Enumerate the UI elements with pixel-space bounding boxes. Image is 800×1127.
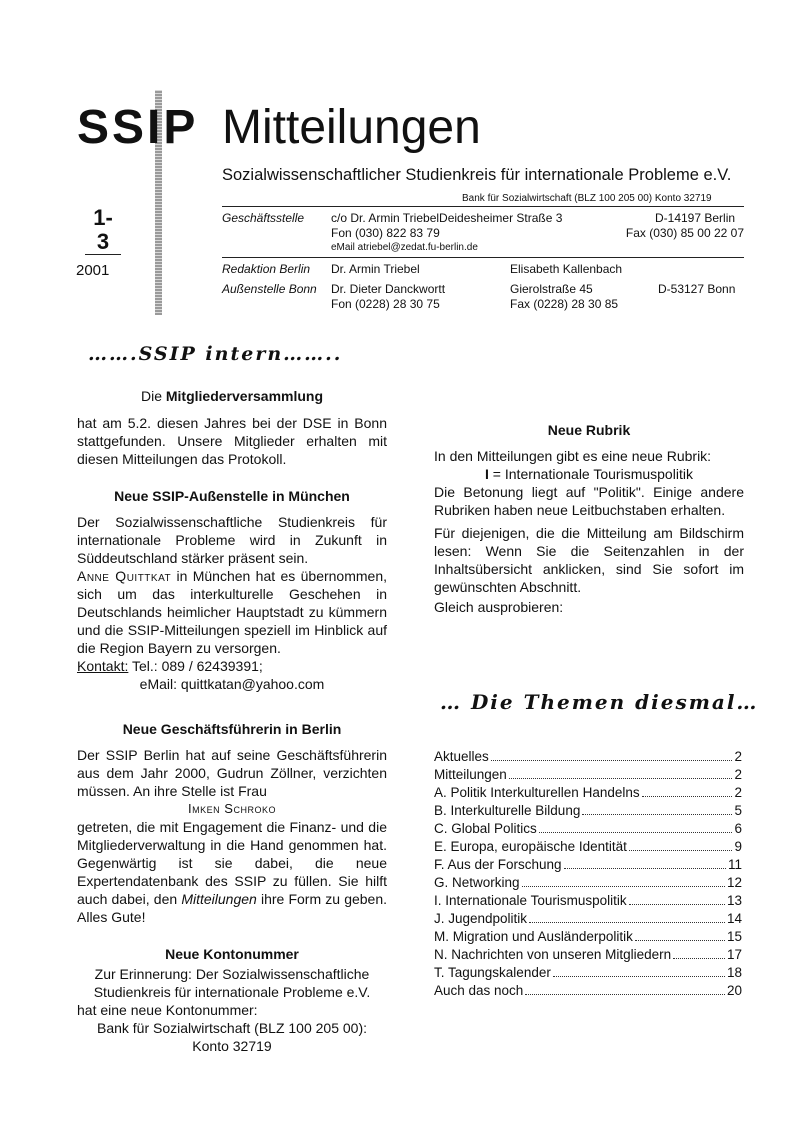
toc-leader-dots (582, 802, 732, 815)
toc-page-link[interactable]: 2 (734, 749, 742, 764)
toc-heading: … Die Themen diesmal… (440, 690, 759, 714)
toc-item[interactable] (434, 856, 742, 874)
toc-item-label: C. Global Politics (434, 821, 537, 836)
rubrik-letter: I (485, 466, 489, 482)
konto-text (77, 965, 387, 1055)
toc-leader-dots (635, 928, 725, 941)
toc-leader-dots (491, 748, 733, 761)
toc-leader-dots (509, 766, 733, 779)
toc-item-label: E. Europa, europäische Identität (434, 839, 627, 854)
toc-leader-dots (529, 910, 725, 923)
contact-label: Kontakt: (77, 658, 129, 674)
muenchen-contact (77, 657, 387, 675)
toc-item[interactable] (434, 784, 742, 802)
issue-number-top: 1- (93, 205, 113, 230)
toc-leader-dots (525, 982, 725, 995)
issue-number (85, 206, 121, 255)
rubrik-line-2-rest: = Internationale Tourismuspolitik (488, 466, 693, 482)
office-fax: Fax (030) 85 00 22 07 (625, 226, 744, 240)
mv-title-prefix: Die (140, 388, 166, 404)
contact-phone: Tel.: 089 / 62439391; (128, 658, 263, 674)
toc-leader-dots (522, 874, 725, 887)
toc-page-link[interactable]: 17 (726, 947, 742, 962)
muenchen-text-2-body: in München hat es übernommen, sich um das interkulturelle Geschehen in Deutschlands heimlicher Hauptstadt zu kümmern und die SSIP-Mitteilungen speziell im Hinblick auf die Region Bayern zu versorgen. (77, 568, 387, 656)
toc-item-label: F. Aus der Forschung (434, 857, 562, 872)
toc-page-link[interactable]: 9 (734, 839, 742, 854)
konto-title: Neue Kontonummer (165, 946, 299, 962)
toc-item[interactable] (434, 982, 742, 1000)
toc-item-label: I. Internationale Tourismuspolitik (434, 893, 627, 908)
mv-title (77, 388, 387, 404)
konto-line-3: hat eine neue Kontonummer: (77, 1002, 258, 1018)
toc-leader-dots (629, 892, 725, 905)
editorial-label: Redaktion Berlin (222, 262, 311, 276)
berlin-title: Neue Geschäftsführerin in Berlin (122, 721, 342, 737)
intern-heading: …….SSIP intern…….. (88, 343, 343, 365)
toc-item[interactable] (434, 964, 742, 982)
bank-line: Bank für Sozialwirtschaft (BLZ 100 205 00) Konto 32719 (462, 193, 712, 204)
mv-text: hat am 5.2. diesen Jahres bei der DSE in Bonn stattgefunden. Unsere Mitglieder erhalten mit diesen Mitteilungen das Protokoll. (77, 415, 387, 467)
header-rule-top (222, 206, 744, 207)
toc-item-label: T. Tagungskalender (434, 965, 551, 980)
contact-email[interactable]: eMail: quittkatan@yahoo.com (139, 676, 325, 692)
toc-page-link[interactable]: 15 (726, 929, 742, 944)
toc-page-link[interactable]: 14 (726, 911, 742, 926)
rubrik-text-3: Gleich ausprobieren: (434, 599, 564, 615)
muenchen-text-1: Der Sozialwissenschaftliche Studienkreis für internationale Probleme wird in Zukunft in Süddeutschland stärker präsent sein. (77, 514, 387, 566)
issue-year: 2001 (76, 262, 110, 279)
office-address: c/o Dr. Armin TriebelDeidesheimer Straße 3 (331, 211, 563, 225)
rubrik-text-2: Für diejenigen, die die Mitteilung am Bildschirm lesen: Wenn Sie die Seitenzahlen in der Inhaltsübersicht anklicken, sind Sie sofort im gewünschten Abschnitt. (434, 525, 744, 595)
muenchen-text-2 (77, 567, 387, 657)
toc-item[interactable] (434, 802, 742, 820)
berlin-text-2b: ihre Form zu geben. Alles Gute! (77, 891, 388, 925)
toc-item-label: G. Networking (434, 875, 520, 890)
brand-logo: SSIP (77, 101, 199, 154)
editorial-name-1: Dr. Armin Triebel (331, 262, 420, 276)
toc-leader-dots (539, 820, 733, 833)
toc-page-link[interactable]: 2 (734, 767, 742, 782)
page-title: Mitteilungen (222, 101, 481, 154)
konto-line-2: Studienkreis für internationale Probleme e.V. (93, 984, 371, 1000)
toc-item[interactable] (434, 892, 742, 910)
toc-item-label: Auch das noch (434, 983, 524, 998)
konto-line-1: Zur Erinnerung: Der Sozialwissenschaftliche (94, 966, 370, 982)
muenchen-person: Anne Quittkat (77, 568, 172, 584)
organization-name: Sozialwissenschaftlicher Studienkreis für internationale Probleme e.V. (222, 166, 732, 184)
toc-leader-dots (642, 784, 733, 797)
toc-page-link[interactable]: 11 (727, 857, 742, 872)
toc-page-link[interactable]: 18 (726, 965, 742, 980)
toc-page-link[interactable]: 13 (726, 893, 742, 908)
toc-item-label: B. Interkulturelle Bildung (434, 803, 581, 818)
toc-item[interactable] (434, 946, 742, 964)
toc-item-label: Mitteilungen (434, 767, 507, 782)
berlin-text-1: Der SSIP Berlin hat auf seine Geschäftsführerin aus dem Jahr 2000, Gudrun Zöllner, verzichten müssen. An ihre Stelle ist Frau (77, 747, 387, 799)
table-of-contents (434, 748, 742, 1000)
bonn-street: Gierolstraße 45 (510, 282, 593, 296)
rubrik-title: Neue Rubrik (547, 422, 631, 438)
konto-line-4: Bank für Sozialwirtschaft (BLZ 100 205 00): (96, 1020, 368, 1036)
berlin-person: Imken Schroko (188, 801, 276, 816)
bonn-label: Außenstelle Bonn (222, 282, 317, 296)
office-email[interactable]: eMail atriebel@zedat.fu-berlin.de (331, 242, 478, 253)
issue-number-bottom: 3 (85, 230, 121, 255)
berlin-text-2-italic: Mitteilungen (181, 891, 257, 907)
office-phone: Fon (030) 822 83 79 (331, 226, 440, 240)
toc-item-label: Aktuelles (434, 749, 489, 764)
toc-item[interactable] (434, 820, 742, 838)
toc-item-label: A. Politik Interkulturellen Handelns (434, 785, 640, 800)
office-city: D-14197 Berlin (655, 211, 736, 225)
toc-page-link[interactable]: 12 (726, 875, 742, 890)
toc-item[interactable] (434, 766, 742, 784)
bonn-phone: Fon (0228) 28 30 75 (331, 297, 440, 311)
office-label: Geschäftsstelle (222, 211, 305, 225)
toc-page-link[interactable]: 20 (726, 983, 742, 998)
toc-leader-dots (564, 856, 726, 869)
toc-leader-dots (673, 946, 725, 959)
toc-page-link[interactable]: 5 (734, 803, 742, 818)
toc-leader-dots (629, 838, 733, 851)
konto-line-5: Konto 32719 (192, 1038, 272, 1054)
toc-page-link[interactable]: 6 (734, 821, 742, 836)
rubrik-text-1: Die Betonung liegt auf "Politik". Einige andere Rubriken haben neue Leitbuchstaben erhalten. (434, 484, 744, 518)
berlin-text-2a: getreten, die mit Engagement die Finanz- und die Mitgliederverwaltung in die Hand genommen hat. Gegenwärtig ist sie dabei, die neue Expertendatenbank des SSIP zu füllen. Sie hilft auch dabei, den (77, 819, 387, 907)
toc-item[interactable] (434, 874, 742, 892)
left-column (77, 388, 387, 1055)
bonn-name: Dr. Dieter Danckwortt (331, 282, 446, 296)
toc-page-link[interactable]: 2 (734, 785, 742, 800)
rubrik-line-2 (434, 465, 744, 483)
toc-item-label: J. Jugendpolitik (434, 911, 528, 926)
rubrik-section (434, 422, 744, 616)
toc-item-label: N. Nachrichten von unseren Mitgliedern (434, 947, 672, 962)
header-rule-bottom (222, 257, 744, 258)
berlin-text-2 (77, 818, 387, 926)
toc-item[interactable] (434, 928, 742, 946)
toc-leader-dots (553, 964, 725, 977)
bonn-fax: Fax (0228) 28 30 85 (510, 297, 619, 311)
toc-item-label: M. Migration und Ausländerpolitik (434, 929, 633, 944)
toc-item[interactable] (434, 748, 742, 766)
muenchen-title: Neue SSIP-Außenstelle in München (114, 488, 350, 504)
toc-item[interactable] (434, 838, 742, 856)
editorial-name-2: Elisabeth Kallenbach (510, 262, 623, 276)
mv-title-bold: Mitgliederversammlung (165, 388, 324, 404)
toc-item[interactable] (434, 910, 742, 928)
bonn-city: D-53127 Bonn (658, 282, 736, 296)
rubrik-line-1: In den Mitteilungen gibt es eine neue Rubrik: (434, 448, 712, 464)
